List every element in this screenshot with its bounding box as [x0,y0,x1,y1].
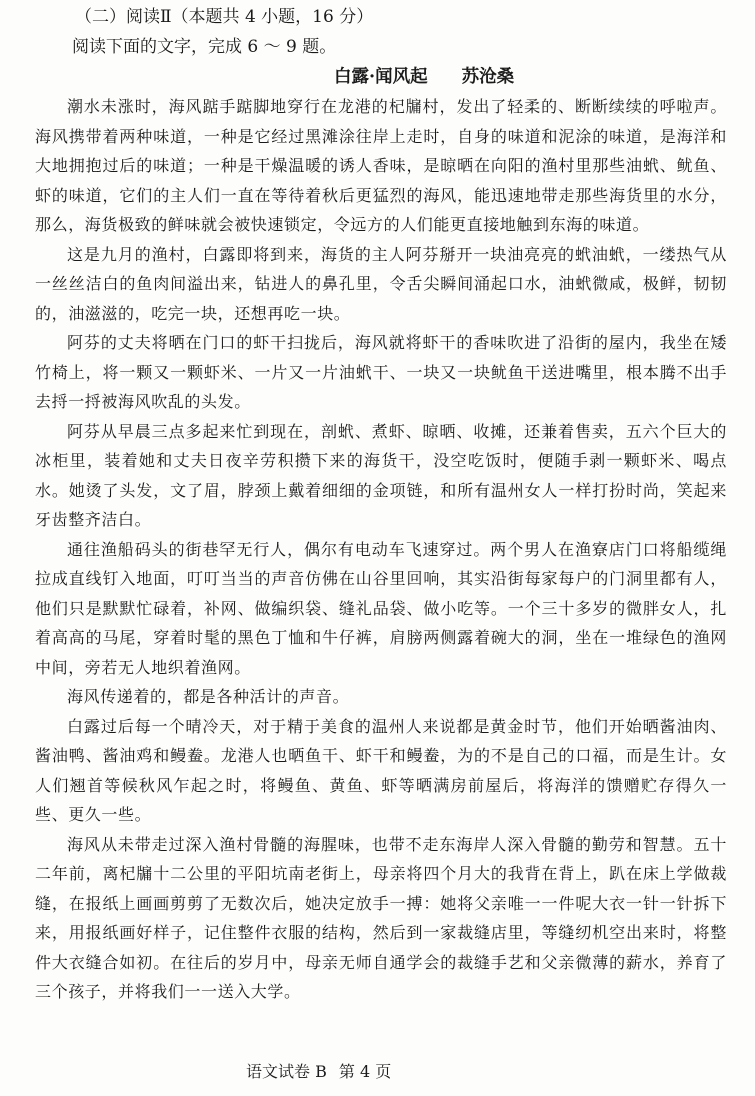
page-number: 第 4 页 [338,1062,392,1081]
paragraph-2: 这是九月的渔村，白露即将到来，海货的主人阿芬掰开一块油亮亮的蚮油蚮，一缕热气从一丝丝洁白的鱼肉间溢出来，钻进人的鼻孔里，令舌尖瞬间涌起口水，油蚮微咸，极鲜，韧韧的，油滋滋的，吃完一块，还想再吃一块。 [35,244,727,323]
paragraph-3: 阿芬的丈夫将晒在门口的虾干扫拢后，海风就将虾干的香味吹进了沿街的屋内，我坐在矮竹椅上，将一颗又一颗虾米、一片又一片油蚮干、一块又一块鱿鱼干送进嘴里，根本腾不出手去捋一捋被海风吹乱的头发。 [35,333,727,411]
section-header: （二）阅读Ⅱ（本题共 4 小题，16 分） [75,7,374,27]
paragraph-5: 通往渔船码头的街巷罕无行人，偶尔有电动车飞速穿过。两个男人在渔寮店门口将船缆绳拉成直线钉入地面，叮叮当当的声音仿佛在山谷里回响，其实沿街每家每户的门洞里都有人，他们只是默默忙碌着，补网、做编织袋、缝礼品袋、做小吃等。一个三十多岁的微胖女人，扎着高高的马尾，穿着时髦的黑色丁恤和牛仔裤，肩膀两侧露着碗大的洞，坐在一堆绿色的渔网中间，旁若无人地织着渔网。 [35,539,727,677]
paragraph-4: 阿芬从早晨三点多起来忙到现在，剖蚮、煮虾、晾晒、收摊，还兼着售卖，五六个巨大的冰柜里，装着她和丈夫日夜辛劳积攒下来的海货干，没空吃饭时，便随手剥一颗虾米、喝点水。她烫了头发，文了眉，脖颈上戴着细细的金项链，和所有温州女人一样打扮时尚，笑起来牙齿整齐洁白。 [35,421,727,529]
article-title-line [334,66,514,88]
article-author: 苏沧桑 [461,67,515,87]
reading-instruction: 阅读下面的文字，完成 6 ～ 9 题。 [72,37,337,57]
article-body [35,92,727,1007]
paragraph-1: 潮水未涨时，海风踮手踮脚地穿行在龙港的杞牖村，发出了轻柔的、断断续续的呼啦声。海风携带着两种味道，一种是它经过黑滩涂往岸上走时，自身的味道和泥涂的味道，是海洋和大地拥抱过后的味道；一种是干燥温暖的诱人香味，是晾晒在向阳的渔村里那些油蚮、鱿鱼、虾的味道，它们的主人们一直在等待着秋后更猛烈的海风，能迅速地带走那些海货里的水分，那么，海货极致的鲜味就会被快速锁定，令远方的人们能更直接地触到东海的味道。 [35,97,727,234]
paragraph-6: 海风传递着的，都是各种活计的声音。 [67,687,350,706]
article-title: 白露·闻风起 [334,67,428,87]
paragraph-8: 海风从未带走过深入渔村骨髓的海腥味，也带不走东海岸人深入骨髓的勤劳和智慧。五十二年前，离杞牖十二公里的平阳坑南老街上，母亲将四个月大的我背在背上，趴在床上学做裁缝，在报纸上画画剪剪了无数次后，她决定放手一搏：她将父亲唯一一件呢大衣一针一针拆下来，用报纸画好样子，记住整件衣服的结构，然后到一家裁缝店里，等缝纫机空出来时，将整件大衣缝合如初。在往后的岁月中，母亲无师自通学会的裁缝手艺和父亲微薄的薪水，养育了三个孩子，并将我们一一送入大学。 [35,834,727,1001]
paragraph-7: 白露过后每一个晴冷天，对于精于美食的温州人来说都是黄金时节，他们开始晒酱油肉、酱油鸭、酱油鸡和鳗鲞。龙港人也晒鱼干、虾干和鳗鲞，为的不是自己的口福，而是生计。女人们翘首等候秋风乍起之时，将鳗鱼、黄鱼、虾等晒满房前屋后，将海洋的馈赠贮存得久一些、更久一些。 [35,716,727,824]
page-footer [246,1061,391,1083]
paper-name: 语文试卷 B [246,1062,327,1081]
